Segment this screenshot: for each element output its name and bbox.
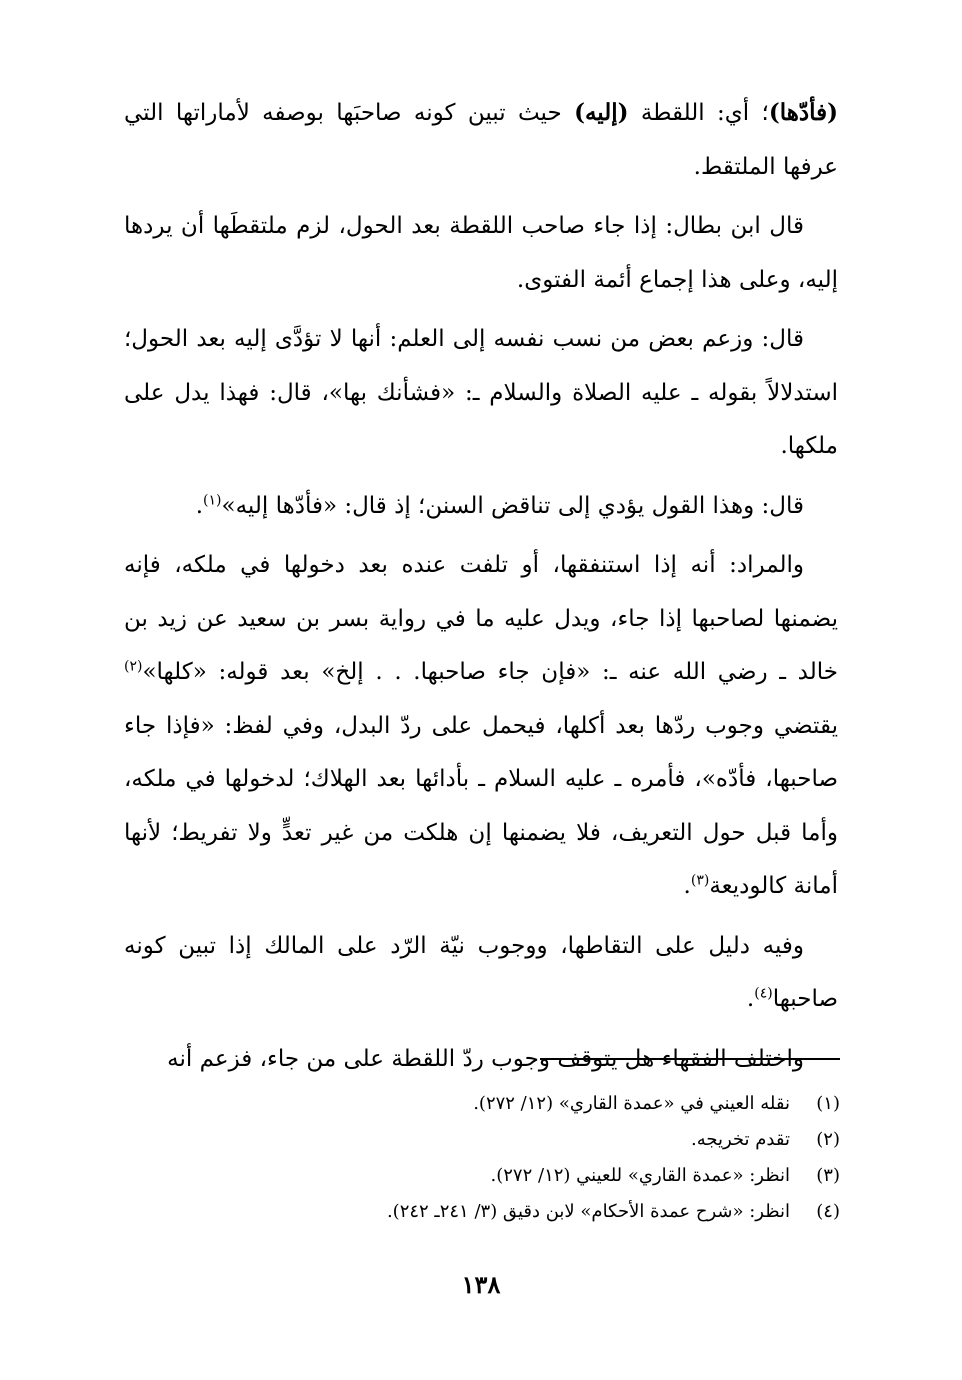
footnote-marker[interactable]: (٤): [754, 985, 773, 1002]
footnote-divider: [540, 1058, 840, 1060]
main-text: [124, 86, 838, 1092]
paragraph-text: (إليه): [574, 99, 629, 126]
footnote: [124, 1122, 840, 1158]
paragraph: [124, 313, 838, 474]
footnote-number: (٣): [816, 1165, 840, 1186]
paragraph-text: .: [195, 492, 204, 519]
paragraph-text: حيث تبين كونه صاحبَها بوصفه لأماراتها التي عرفها الملتقط.: [124, 100, 838, 180]
footnote-number: (٤): [816, 1201, 840, 1222]
paragraph-text: قال: وزعم بعض من نسب نفسه إلى العلم: أنها لا تؤدَّى إليه بعد الحول؛ استدلالاً بقوله ـ عليه الصلاة والسلام ـ: «فشأنك بها»، قال: فهذا يدل على ملكها.: [124, 326, 838, 459]
paragraph-text: يقتضي وجوب ردّها بعد أكلها، فيحمل على ردّ البدل، وفي لفظ: «فإذا جاء صاحبها، فأدّه»، فأمره ـ عليه السلام ـ بأدائها بعد الهلاك؛ لدخولها في ملكه، وأما قبل حول التعريف، فلا يضمنها إن هلكت من غير تعدٍّ ولا تفريط؛ لأنها أمانة كالوديعة: [124, 712, 838, 899]
paragraph-text: ؛ أي: اللقطة: [628, 100, 769, 126]
page-number: ١٣٨: [461, 1270, 501, 1299]
paragraph: [124, 200, 838, 307]
paragraph-text: قال ابن بطال: إذا جاء صاحب اللقطة بعد الحول، لزم ملتقطَها أن يردها إليه، وعلى هذا إجماع أئمة الفتوى.: [124, 213, 838, 293]
paragraph-text: قال: وهذا القول يؤدي إلى تناقض السنن؛ إذ قال: «فأدّها إليه»: [221, 492, 804, 519]
paragraph-text: (فأدّها): [768, 99, 838, 126]
paragraph: [124, 539, 838, 914]
footnote-number: (١): [816, 1093, 840, 1114]
footnote: [124, 1086, 840, 1122]
footnote: [124, 1158, 840, 1194]
footnotes: [124, 1086, 840, 1230]
footnote-marker[interactable]: (٣): [690, 872, 710, 889]
paragraph-text: والمراد: أنه إذا استنفقها، أو تلفت عنده بعد دخولها في ملكه، فإنه يضمنها لصاحبها إذا جاء، ويدل عليه ما في رواية بسر بن سعيد عن زيد بن خالد ـ رضي الله عنه ـ: «فإن جاء صاحبها. . . إلخ» بعد قوله: «كلها»: [124, 552, 838, 685]
paragraph-text: .: [746, 986, 755, 1012]
paragraph: [124, 480, 838, 534]
footnote-text: تقدم تخريجه.: [691, 1129, 790, 1150]
paragraph-text: واختلف الفقهاء هل يتوقف وجوب ردّ اللقطة على من جاء، فزعم أنه: [167, 1045, 804, 1072]
footnote-marker[interactable]: (١): [203, 491, 222, 508]
footnote-number: (٢): [816, 1129, 840, 1150]
footnote-text: نقله العيني في «عمدة القاري» (١٢/ ٢٧٢).: [473, 1093, 790, 1114]
paragraph: [124, 920, 838, 1027]
paragraph: [124, 86, 838, 194]
footnote-marker[interactable]: (٢): [124, 658, 143, 675]
footnote-text: انظر: «شرح عمدة الأحكام» لابن دقيق (٣/ ٢٤١ـ ٢٤٢).: [386, 1201, 790, 1222]
footnote-text: انظر: «عمدة القاري» للعيني (١٢/ ٢٧٢).: [490, 1165, 790, 1186]
footnote: [124, 1194, 840, 1230]
paragraph-text: .: [683, 873, 691, 899]
paragraph-text: وفيه دليل على التقاطها، ووجوب نيّة الرّد على المالك إذا تبين كونه صاحبها: [124, 932, 838, 1012]
